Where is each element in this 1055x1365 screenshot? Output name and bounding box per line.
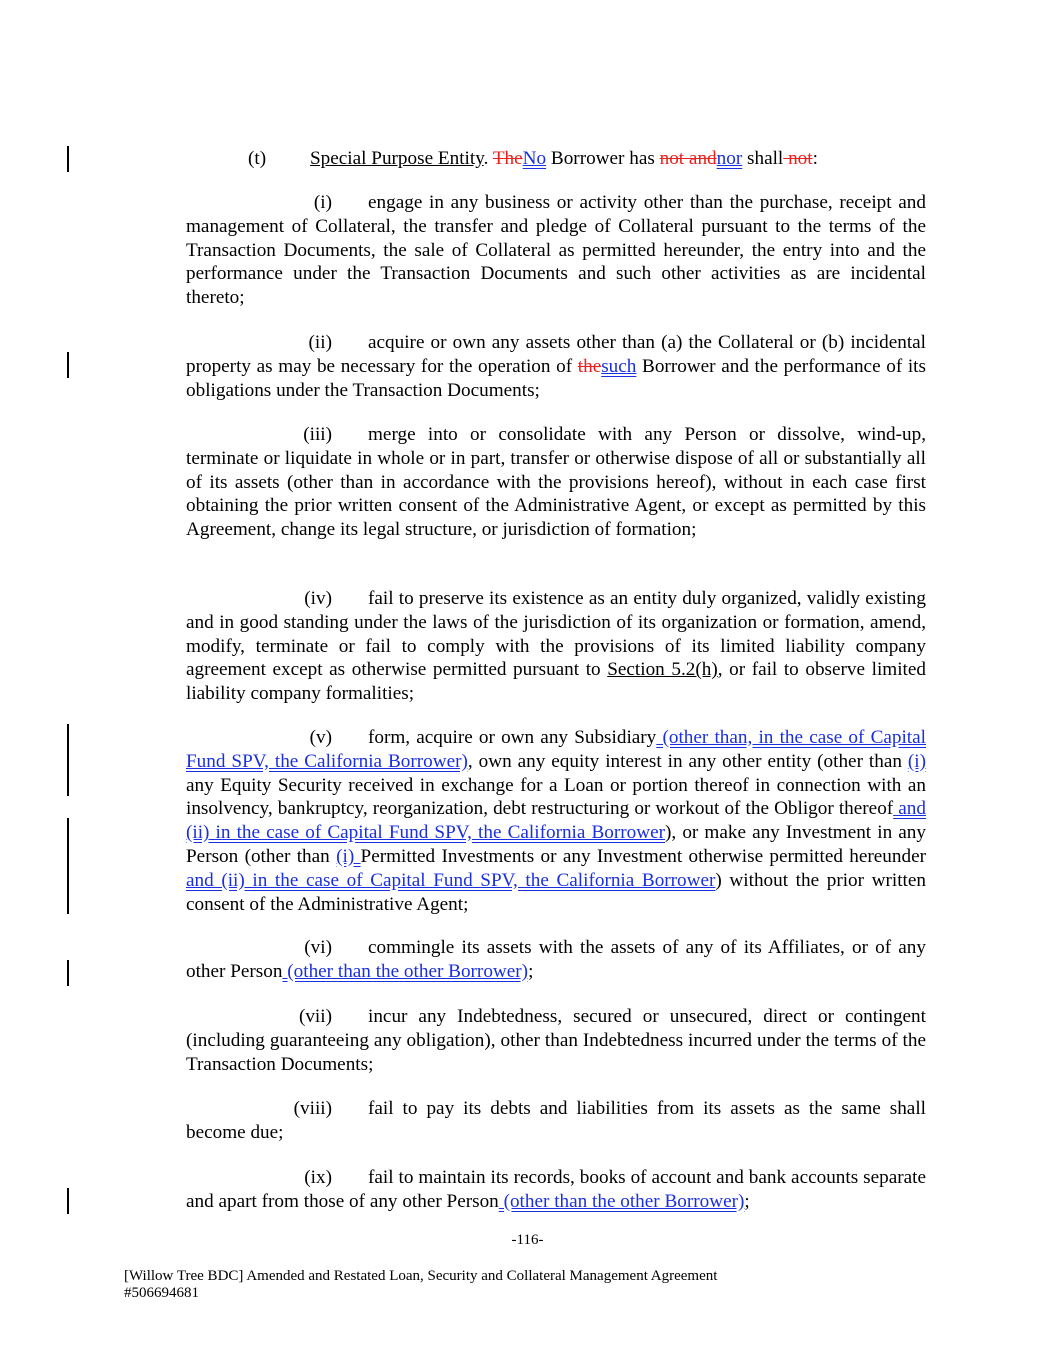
inserted-text: (other than the other Borrower): [282, 960, 529, 982]
inserted-text: (i): [907, 750, 927, 772]
clause-ix: (ix) fail to maintain its records, books of account and bank accounts separate and apart from those of any other Person (other than the other Borrower);: [186, 1167, 926, 1212]
clause-number: (v): [309, 727, 332, 748]
clause-vii: [186, 1005, 926, 1076]
clause-v: (v) form, acquire or own any Subsidiary (other than, in the case of Capital Fund SPV, the California Borrower), own any equity interest in any other entity (other than (i) any Equity Security received in exchange for a Loan or portion thereof in connection with an insolvency, bankruptcy, reorganization, debt restructuring or workout of the Obligor thereof and (ii) in the case of Capital Fund SPV, the California Borrower), or make any Investment in any Person (other than (i) Permitted Investments or any Investment otherwise permitted hereunder and (ii) in the case of Capital Fund SPV, the California Borrower) without the prior written consent of the Administrative Agent;: [186, 727, 927, 915]
section-number: (t): [248, 148, 267, 169]
inserted-text: (other than the other Borrower): [498, 1190, 745, 1212]
clause-number: (ix): [304, 1167, 332, 1188]
clause-number: (i): [313, 192, 332, 213]
deleted-text: not: [783, 148, 813, 169]
clause-vi: (vi) commingle its assets with the assets of any of its Affiliates, or of any other Person (other than the other Borrower);: [186, 937, 926, 982]
deleted-text: not and: [659, 148, 717, 169]
change-bar: [67, 818, 69, 914]
clause-text: merge into or consolidate with any Person or dissolve, wind-up, terminate or liquidate in whole or in part, transfer or otherwise dispose of all or substantially all of its assets (other than in accordance with the provisions hereof), without in each case first obtaining the prior written consent of the Administrative Agent, or except as permitted by this Agreement, change its legal structure, or jurisdiction of formation;: [186, 424, 926, 541]
inserted-text: and (ii) in the case of Capital Fund SPV, the California Borrower: [186, 869, 716, 891]
inserted-text: (i): [336, 845, 361, 867]
change-bar: [67, 1188, 69, 1214]
change-bar: [67, 724, 69, 796]
clause-number: (vi): [304, 937, 332, 958]
deleted-text: The: [492, 148, 523, 169]
change-bar: [67, 960, 69, 986]
document-footer: [124, 1268, 924, 1302]
clause-viii: [186, 1097, 926, 1145]
section-heading-t: (t) Special Purpose Entity. TheNo Borrower has not andnor shall not:: [248, 148, 818, 169]
page-number: -116-: [511, 1232, 544, 1248]
clause-iv: (iv) fail to preserve its existence as an entity duly organized, validly existing and in good standing under the laws of the jurisdiction of its organization or formation, amend, modify, terminate or fail to comply with the provisions of its limited liability company agreement except as otherwise permitted pursuant to Section 5.2(h), or fail to observe limited liability company formalities;: [186, 588, 926, 705]
clause-number: (iv): [304, 588, 332, 609]
inserted-text: such: [601, 355, 637, 377]
clause-number: (vii): [298, 1006, 332, 1027]
clause-iii: [186, 423, 926, 542]
deleted-text: the: [577, 355, 602, 377]
footer-title: [Willow Tree BDC] Amended and Restated Loan, Security and Collateral Management Agreement: [124, 1268, 718, 1284]
change-bar: [67, 146, 69, 172]
inserted-text: No: [522, 148, 547, 169]
section-reference: Section 5.2(h): [607, 659, 718, 681]
clause-i: [186, 191, 926, 310]
inserted-text: (other than, in the case of Capital Fund SPV, the California Borrower): [186, 727, 926, 772]
clause-number: (ii): [308, 332, 332, 353]
section-title: Special Purpose Entity: [310, 148, 484, 169]
clause-ii: (ii) acquire or own any assets other than (a) the Collateral or (b) incidental property as may be necessary for the operation of thesuch Borrower and the performance of its obligations under the Transaction Documents;: [186, 332, 926, 401]
inserted-text: nor: [716, 148, 743, 169]
clause-number: (viii): [293, 1098, 332, 1119]
inserted-text: and (ii) in the case of Capital Fund SPV, the California Borrower: [186, 798, 926, 844]
clause-number: (iii): [303, 424, 332, 445]
clause-text: engage in any business or activity other than the purchase, receipt and management of Collateral, the transfer and pledge of Collateral pursuant to the terms of the Transaction Documents, the sale of Collateral as permitted hereunder, the entry into and the performance under the Transaction Documents and such other activities as are incidental thereto;: [186, 192, 926, 309]
change-bar: [67, 352, 69, 378]
clause-text: fail to pay its debts and liabilities from its assets as the same shall become due;: [186, 1098, 926, 1143]
clause-text: incur any Indebtedness, secured or unsecured, direct or contingent (including guaranteeing any obligation), other than Indebtedness incurred under the terms of the Transaction Documents;: [186, 1006, 926, 1075]
footer-doc-id: #506694681: [124, 1285, 199, 1301]
